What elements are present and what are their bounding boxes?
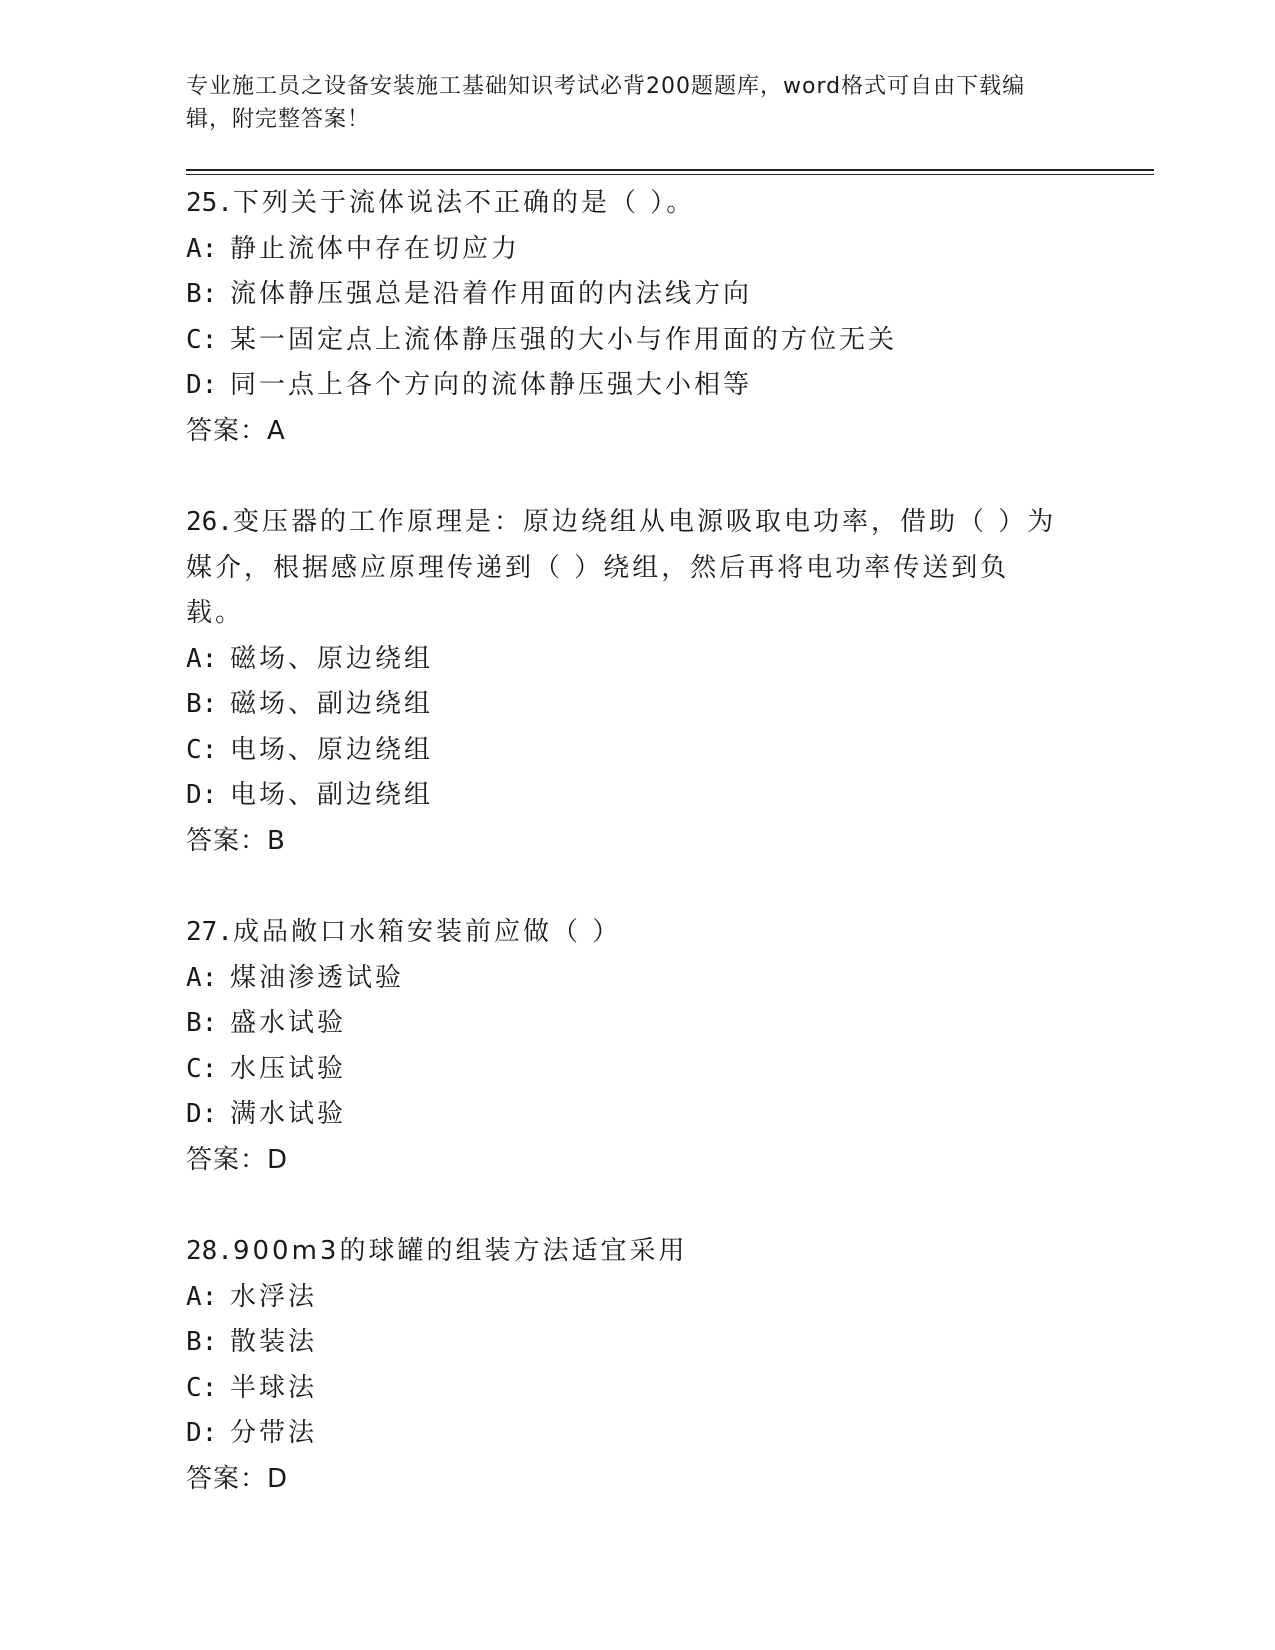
option-letter: A: <box>186 233 218 264</box>
option-b <box>186 1001 1156 1047</box>
question-stem <box>186 500 1066 637</box>
option-a <box>186 637 1156 683</box>
option-letter: D: <box>186 780 218 810</box>
question-stem <box>186 1229 1066 1275</box>
question-list <box>186 181 1156 1502</box>
question-26 <box>186 500 1156 864</box>
option-letter: B: <box>186 1327 218 1357</box>
option-letter: C: <box>186 1053 218 1084</box>
option-text: 某一固定点上流体静压强的大小与作用面的方位无关 <box>230 324 898 355</box>
question-number: 28. <box>186 1236 233 1266</box>
question-text: 下列关于流体说法不正确的是（ ）。 <box>232 188 696 218</box>
option-text: 分带法 <box>230 1418 318 1448</box>
option-text: 水压试验 <box>230 1053 347 1084</box>
option-c <box>186 318 1156 364</box>
question-stem <box>186 910 1066 956</box>
option-letter: D: <box>186 370 218 400</box>
question-number: 27. <box>186 917 233 947</box>
option-d <box>186 773 1156 819</box>
question-number: 26. <box>186 507 233 537</box>
option-text: 流体静压强总是沿着作用面的内法线方向 <box>230 279 753 309</box>
option-text: 电场、原边绕组 <box>230 734 434 765</box>
option-text: 煤油渗透试验 <box>230 962 405 993</box>
option-letter: B: <box>186 1008 218 1038</box>
option-letter: B: <box>186 689 218 719</box>
option-letter: D: <box>186 1418 218 1448</box>
option-letter: C: <box>186 324 218 355</box>
question-text: 变压器的工作原理是：原边绕组从电源吸取电功率，借助（ ）为媒介，根据感应原理传递到（ ）绕组，然后再将电功率传送到负载。 <box>186 507 1057 628</box>
option-letter: A: <box>186 962 218 993</box>
answer-line: 答案：B <box>186 825 286 856</box>
option-b <box>186 682 1156 728</box>
option-c <box>186 728 1156 774</box>
option-d <box>186 363 1156 409</box>
option-letter: A: <box>186 643 218 674</box>
answer-line: 答案：D <box>186 1463 289 1494</box>
option-letter: C: <box>186 734 218 765</box>
question-text: 900m3的球罐的组装方法适宜采用 <box>232 1236 688 1266</box>
question-28 <box>186 1229 1156 1502</box>
question-27 <box>186 910 1156 1183</box>
option-c <box>186 1366 1156 1412</box>
question-25 <box>186 181 1156 454</box>
option-a <box>186 1275 1156 1321</box>
option-text: 半球法 <box>230 1372 318 1403</box>
option-text: 磁场、副边绕组 <box>230 689 434 719</box>
option-a <box>186 956 1156 1002</box>
option-letter: B: <box>186 279 218 309</box>
document-header: 专业施工员之设备安装施工基础知识考试必背200题题库，word格式可自由下载编辑，附完整答案！ <box>186 74 1026 132</box>
option-text: 电场、副边绕组 <box>230 780 434 810</box>
option-d <box>186 1411 1156 1457</box>
option-text: 满水试验 <box>230 1099 347 1129</box>
option-text: 水浮法 <box>230 1281 318 1312</box>
option-letter: A: <box>186 1281 218 1312</box>
answer-line: 答案：A <box>186 415 286 446</box>
option-text: 静止流体中存在切应力 <box>230 233 521 264</box>
option-text: 磁场、原边绕组 <box>230 643 434 674</box>
option-c <box>186 1047 1156 1093</box>
option-d <box>186 1092 1156 1138</box>
option-b <box>186 272 1156 318</box>
option-a <box>186 227 1156 273</box>
option-text: 散装法 <box>230 1327 318 1357</box>
question-text: 成品敞口水箱安装前应做（ ） <box>232 917 622 947</box>
option-text: 盛水试验 <box>230 1008 347 1038</box>
option-text: 同一点上各个方向的流体静压强大小相等 <box>230 370 753 400</box>
option-letter: D: <box>186 1099 218 1129</box>
document-page <box>186 70 1156 1548</box>
question-number: 25. <box>186 188 233 218</box>
option-letter: C: <box>186 1372 218 1403</box>
question-stem <box>186 181 1066 227</box>
option-b <box>186 1320 1156 1366</box>
header-divider <box>186 169 1154 175</box>
answer-line: 答案：D <box>186 1144 289 1175</box>
